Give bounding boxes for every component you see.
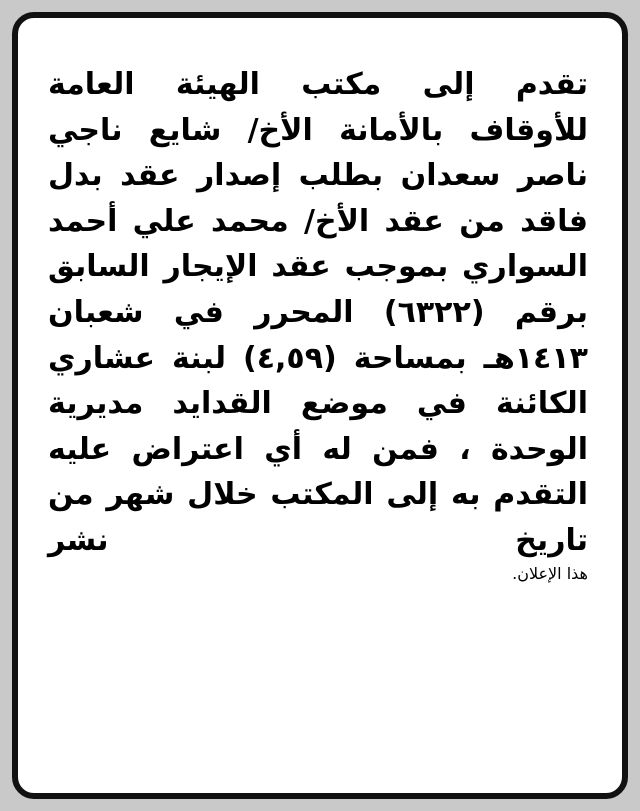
notice-paragraph: تقدم إلى مكتب الهيئة العامة للأوقاف بالأمانة الأخ/ شايع ناجي ناصر سعدان بطلب إصدار عقد بدل فاقد من عقد الأخ/ محمد علي أحمد السواري بموجب عقد الإيجار السابق برقم (٦٣٢٢) المحرر في شعبان ١٤١٣هـ بمساحة (٤,٥٩) لبنة عشاري الكائنة في موضع القدايد مديرية الوحدة ، فمن له أي اعتراض عليه التقدم به إلى المكتب خلال شهر من تاريخ نشر (48, 67, 588, 558)
notice-last-line: هذا الإعلان. (512, 563, 588, 583)
notice-body (18, 18, 622, 793)
notice-frame (12, 12, 628, 799)
